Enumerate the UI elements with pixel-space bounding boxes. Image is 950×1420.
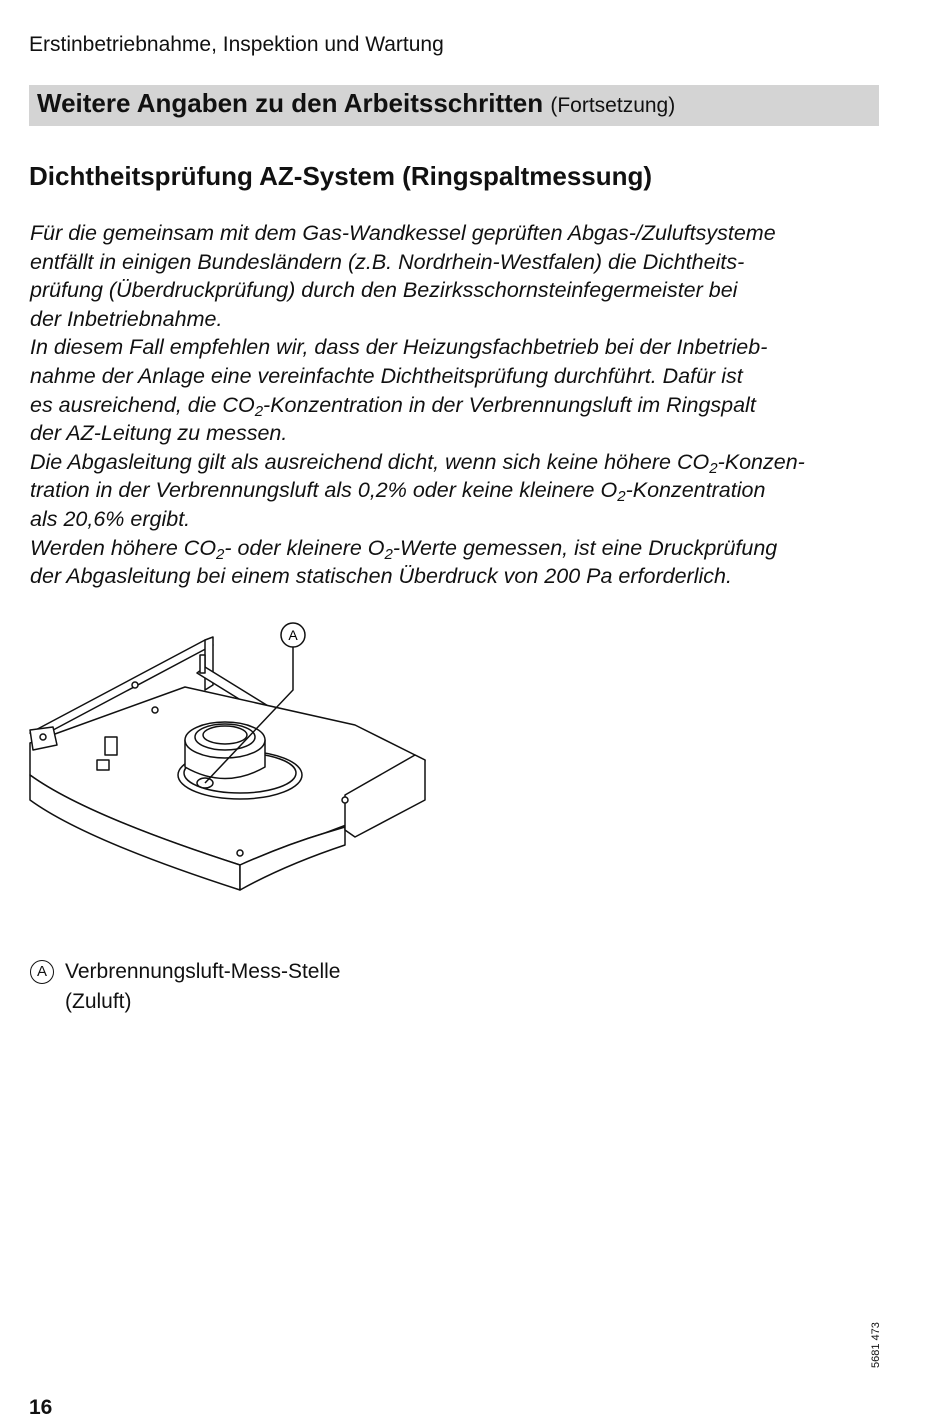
text-run: Die Abgasleitung gilt als ausreichend dicht, wenn sich keine höhere CO: [30, 449, 710, 474]
section-title: [37, 88, 675, 119]
legend-text: [65, 957, 340, 1017]
text-run: -Konzentration in der Verbrennungsluft im Ringspalt: [263, 392, 756, 417]
subscript: 2: [216, 545, 225, 563]
text-run: tration in der Verbrennungsluft als 0,2% oder keine kleinere O: [30, 478, 618, 503]
boiler-bracket-illustration: [25, 615, 435, 900]
text-run: Werden höhere CO: [30, 535, 217, 560]
text-run: -Konzen-: [717, 449, 805, 474]
section-title-text: Weitere Angaben zu den Arbeitsschritten: [37, 88, 544, 118]
body-line: Für die gemeinsam mit dem Gas-Wandkessel geprüften Abgas-/Zuluftsysteme: [30, 221, 776, 245]
body-line: [30, 448, 900, 477]
text-run: es ausreichend, die CO: [30, 392, 255, 417]
subheading: Dichtheitsprüfung AZ-System (Ringspaltmessung): [29, 161, 653, 191]
legend-line: (Zuluft): [65, 990, 132, 1013]
body-line: [30, 476, 900, 505]
callout-label: A: [288, 627, 298, 643]
body-line: als 20,6% ergibt.: [30, 506, 191, 531]
body-line: nahme der Anlage eine vereinfachte Dichtheitsprüfung durchführt. Dafür ist: [30, 363, 743, 388]
body-line: der Inbetriebnahme.: [30, 306, 223, 331]
text-run: -Werte gemessen, ist eine Druckprüfung: [392, 535, 778, 560]
document-number: 5681 473: [870, 1322, 882, 1368]
text-run: - oder kleinere O: [224, 535, 385, 560]
body-line: entfällt in einigen Bundesländern (z.B. Nordrhein-Westfalen) die Dichtheits-: [30, 249, 745, 274]
subscript: 2: [617, 488, 626, 506]
subscript: 2: [384, 545, 393, 563]
body-line: der Abgasleitung bei einem statischen Überdruck von 200 Pa erforderlich.: [30, 564, 732, 589]
body-text: [30, 219, 900, 591]
page-number: 16: [29, 1396, 53, 1419]
running-header: Erstinbetriebnahme, Inspektion und Wartung: [29, 33, 444, 56]
legend-line: Verbrennungsluft-Mess-Stelle: [65, 960, 341, 983]
text-run: -Konzentration: [625, 478, 766, 503]
legend-marker: A: [30, 960, 54, 984]
body-line: [30, 391, 900, 420]
body-line: prüfung (Überdruckprüfung) durch den Bezirksschornsteinfegermeister bei: [30, 278, 738, 303]
section-subtitle: (Fortsetzung): [550, 94, 676, 117]
body-line: [30, 534, 900, 563]
body-line: der AZ-Leitung zu messen.: [30, 421, 288, 446]
subscript: 2: [254, 402, 264, 420]
body-line: In diesem Fall empfehlen wir, dass der Heizungsfachbetrieb bei der Inbetrieb-: [30, 335, 768, 360]
subscript: 2: [709, 459, 718, 477]
